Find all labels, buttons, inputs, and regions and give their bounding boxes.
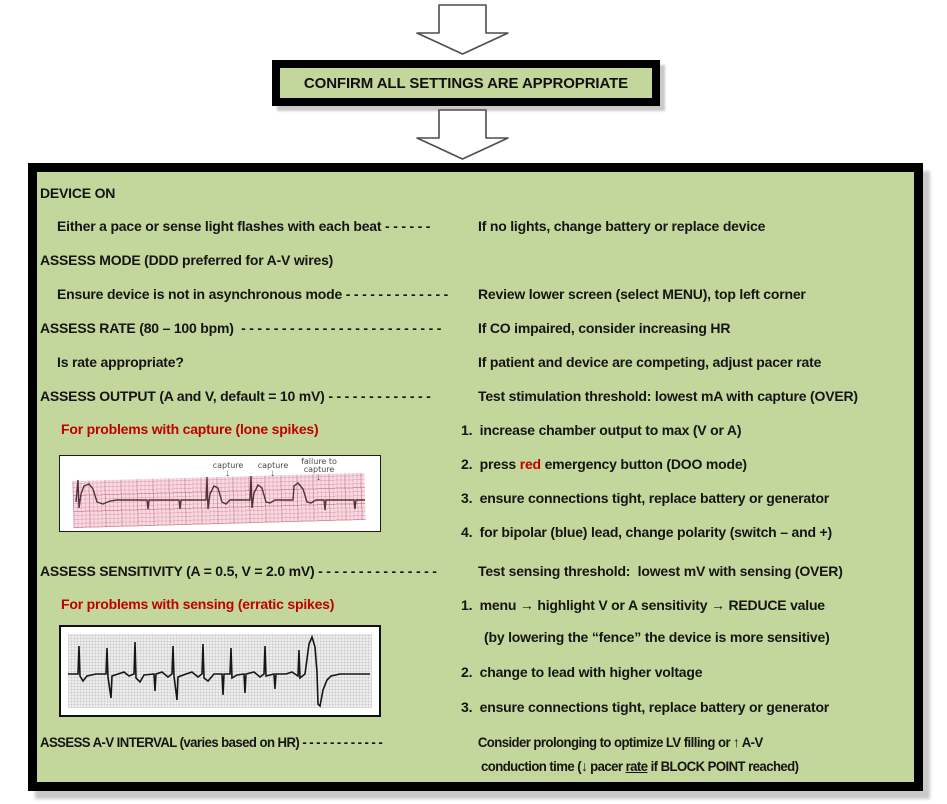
down-arrow-icon: ↓ (316, 472, 321, 483)
capture-label-1: capture (212, 461, 244, 470)
sensing-step-1-note: (by lowering the “fence” the device is more sensitive) (484, 629, 830, 645)
assess-sensitivity-heading: ASSESS SENSITIVITY (A = 0.5, V = 2.0 mV) - - - - - - - - - - - - - - - (40, 563, 437, 579)
assess-mode-heading: ASSESS MODE (DDD preferred for A-V wires) (40, 252, 334, 268)
capture-step-2-red-word: red (519, 456, 541, 472)
capture-ecg-strip (59, 455, 381, 532)
rate-question-action: If patient and device are competing, adjust pacer rate (478, 354, 822, 370)
assess-mode-action: Review lower screen (select MENU), top left corner (475, 285, 806, 303)
capture-step-2 (461, 455, 747, 473)
banner-title: CONFIRM ALL SETTINGS ARE APPROPRIATE (303, 74, 629, 92)
sensing-ecg-strip (59, 625, 381, 717)
assess-output-action: Test stimulation threshold: lowest mA with capture (OVER) (475, 387, 858, 405)
capture-label-2: capture (257, 461, 289, 470)
capture-step-3: 3. ensure connections tight, replace battery or generator (461, 490, 830, 506)
sensing-step-3: 3. ensure connections tight, replace battery or generator (461, 699, 830, 715)
assess-output-heading: ASSESS OUTPUT (A and V, default = 10 mV) - - - - - - - - - - - - - (40, 388, 431, 404)
failure-to-capture-label: failure to capture (301, 457, 337, 474)
av-interval-continuation (481, 757, 798, 775)
assess-mode-check: Ensure device is not in asynchronous mode - - - - - - - - - - - - - (57, 286, 449, 302)
device-on-check: Either a pace or sense light flashes with each beat - - - - - - (57, 218, 431, 234)
sensing-step-2: 2. change to lead with higher voltage (461, 664, 703, 680)
assess-av-interval-action: Consider prolonging to optimize LV filling or ↑ A-V (475, 733, 763, 751)
av-cont-pre: conduction time (↓ pacer (481, 758, 626, 774)
av-cont-post: if BLOCK POINT reached) (647, 758, 799, 774)
assess-rate-action: If CO impaired, consider increasing HR (475, 319, 730, 337)
assess-av-interval-heading: ASSESS A-V INTERVAL (varies based on HR) - - - - - - - - - - - - (40, 734, 383, 750)
av-cont-rate-word: rate (625, 758, 648, 774)
down-arrow-icon (415, 109, 510, 161)
assess-rate-heading: ASSESS RATE (80 – 100 bpm) - - - - - - - - - - - - - - - - - - - - - - - - - (40, 320, 442, 336)
down-arrow-icon: ↓ (225, 468, 230, 479)
down-arrow-icon: ↓ (270, 468, 275, 479)
device-on-action: If no lights, change battery or replace device (475, 217, 765, 235)
sensing-step-1: 1. menu → highlight V or A sensitivity → REDUCE value (461, 597, 825, 613)
rate-question: Is rate appropriate? (57, 354, 184, 370)
down-arrow-icon (415, 4, 510, 56)
assessment-box (28, 163, 923, 791)
capture-step-2-pre: 2. press (461, 456, 520, 472)
capture-step-2-post: emergency button (DOO mode) (540, 456, 747, 472)
sensing-problem-label: For problems with sensing (erratic spikes) (61, 596, 335, 612)
assess-sensitivity-action: Test sensing threshold: lowest mV with sensing (OVER) (475, 562, 843, 580)
sensing-ecg-trace (68, 634, 372, 708)
capture-step-4: 4. for bipolar (blue) lead, change polarity (switch – and +) (461, 524, 832, 540)
title-banner (272, 60, 660, 106)
capture-problem-label: For problems with capture (lone spikes) (61, 421, 319, 437)
device-on-heading: DEVICE ON (40, 185, 116, 201)
capture-step-1: 1. increase chamber output to max (V or A) (461, 422, 742, 438)
